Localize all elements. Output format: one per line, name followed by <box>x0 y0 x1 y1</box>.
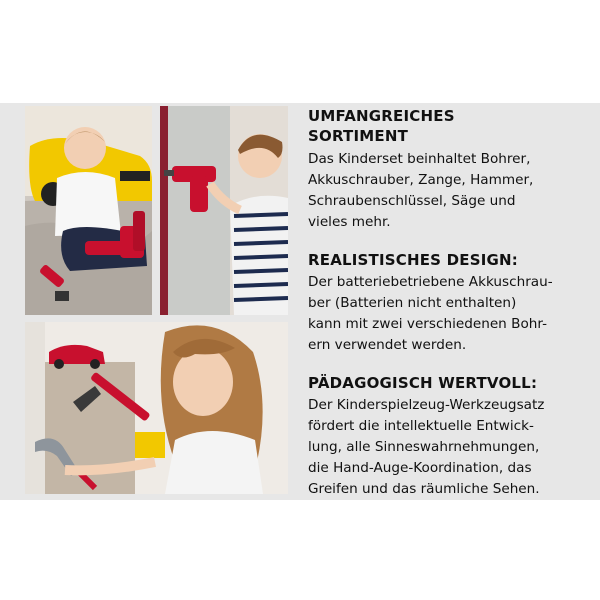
section-title-line: PÄDAGOGISCH WERTVOLL: <box>308 374 538 392</box>
photo-toddler-with-tools <box>25 106 152 315</box>
body-line: fördert die intellektuelle Entwick- <box>308 418 534 434</box>
section-body <box>308 272 596 356</box>
section-title <box>308 373 596 393</box>
body-line: lung, alle Sinneswahrnehmungen, <box>308 439 540 455</box>
body-line: ern verwendet werden. <box>308 337 467 353</box>
body-line: vieles mehr. <box>308 214 391 230</box>
section-body <box>308 395 596 500</box>
section-design <box>308 250 596 356</box>
photo-girl-with-hammer <box>25 322 288 494</box>
body-line: Akkuschrauber, Zange, Hammer, <box>308 172 534 188</box>
section-title <box>308 250 596 270</box>
section-title-line: REALISTISCHES DESIGN: <box>308 251 518 269</box>
section-title-line: UMFANGREICHES <box>308 107 455 125</box>
section-title <box>308 106 596 146</box>
section-paedagogisch <box>308 373 596 500</box>
section-title-line: SORTIMENT <box>308 127 409 145</box>
body-line: ber (Batterien nicht enthalten) <box>308 295 517 311</box>
body-line: Greifen und das räumliche Sehen. <box>308 481 540 497</box>
section-body <box>308 149 596 233</box>
section-sortiment <box>308 106 596 233</box>
body-line: Schraubenschlüssel, Säge und <box>308 193 516 209</box>
body-line: Der Kinderspielzeug-Werkzeugsatz <box>308 397 545 413</box>
body-line: die Hand-Auge-Koordination, das <box>308 460 532 476</box>
body-line: Das Kinderset beinhaltet Bohrer, <box>308 151 531 167</box>
photo-boy-with-drill <box>160 106 288 315</box>
body-line: Der batteriebetriebene Akkuschrau- <box>308 274 553 290</box>
body-line: kann mit zwei verschiedenen Bohr- <box>308 316 547 332</box>
